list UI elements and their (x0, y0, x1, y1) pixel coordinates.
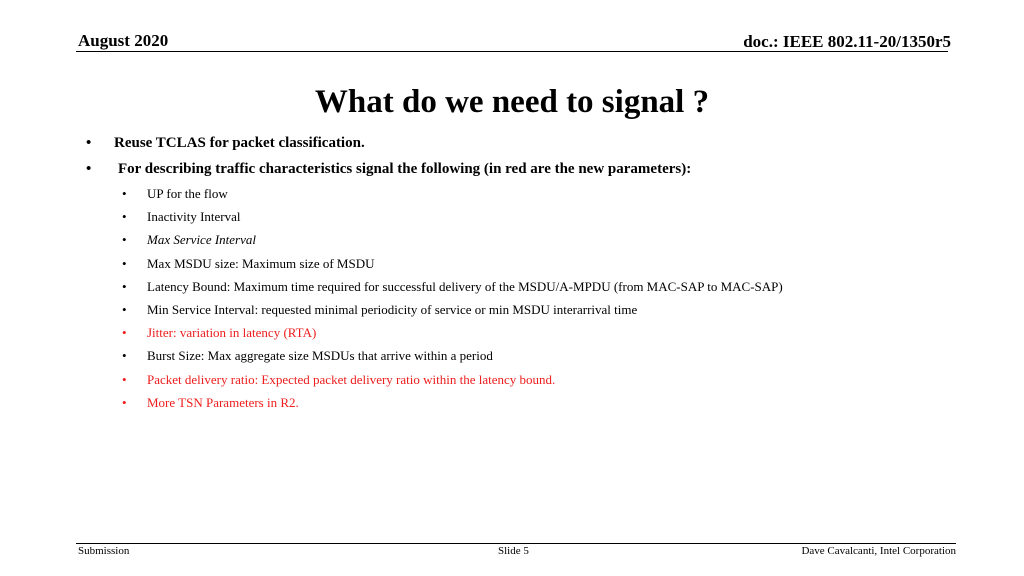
sub-bullet-text: Latency Bound: Maximum time required for successful delivery of the MSDU/A-MPDU (from MAC-SAP to MAC-SAP) (147, 279, 783, 294)
bullet-item (86, 161, 691, 178)
bullet-glyph: • (122, 232, 127, 247)
sub-bullet-text: Packet delivery ratio: Expected packet delivery ratio within the latency bound. (147, 372, 556, 387)
sub-bullet-text: Max MSDU size: Maximum size of MSDU (147, 256, 375, 271)
sub-bullet-text: Min Service Interval: requested minimal periodicity of service or min MSDU interarrival time (147, 302, 638, 317)
sub-bullet-text: UP for the flow (147, 186, 228, 201)
bullet-glyph: • (122, 256, 127, 271)
sub-bullet-item (122, 279, 783, 295)
bullet-text: For describing traffic characteristics signal the following (in red are the new parameters): (118, 161, 692, 177)
sub-bullet-item (122, 302, 637, 318)
header-doc-id: doc.: IEEE 802.11-20/1350r5 (743, 32, 951, 51)
bullet-text: Reuse TCLAS for packet classification. (114, 135, 365, 151)
sub-bullet-item (122, 209, 241, 225)
header-divider (76, 51, 948, 52)
sub-bullet-item (122, 186, 228, 202)
sub-bullet-text: Max Service Interval (147, 232, 257, 247)
bullet-glyph: • (122, 302, 127, 317)
bullet-glyph: • (122, 209, 127, 224)
sub-bullet-item (122, 256, 375, 272)
bullet-glyph: • (122, 279, 127, 294)
sub-bullet-item (122, 232, 256, 248)
sub-bullet-item (122, 395, 299, 411)
sub-bullet-text: Inactivity Interval (147, 209, 241, 224)
bullet-glyph: • (122, 395, 127, 410)
bullet-glyph: • (122, 348, 127, 363)
sub-bullet-text: Burst Size: Max aggregate size MSDUs that arrive within a period (147, 348, 493, 363)
bullet-glyph: • (122, 186, 127, 201)
footer-slide-number: Slide 5 (498, 545, 529, 557)
bullet-item (86, 135, 365, 152)
sub-bullet-item (122, 348, 493, 364)
slide-title: What do we need to signal ? (314, 84, 710, 120)
bullet-glyph: • (86, 135, 92, 151)
bullet-glyph: • (122, 372, 127, 387)
sub-bullet-item (122, 372, 555, 388)
footer-divider (76, 543, 956, 544)
sub-bullet-text: More TSN Parameters in R2. (147, 395, 299, 410)
header-date: August 2020 (78, 31, 169, 50)
bullet-glyph: • (122, 325, 127, 340)
sub-bullet-text: Jitter: variation in latency (RTA) (147, 325, 317, 340)
footer-author: Dave Cavalcanti, Intel Corporation (801, 545, 956, 557)
footer-submission: Submission (78, 545, 130, 557)
sub-bullet-item (122, 325, 316, 341)
bullet-glyph: • (86, 161, 92, 177)
